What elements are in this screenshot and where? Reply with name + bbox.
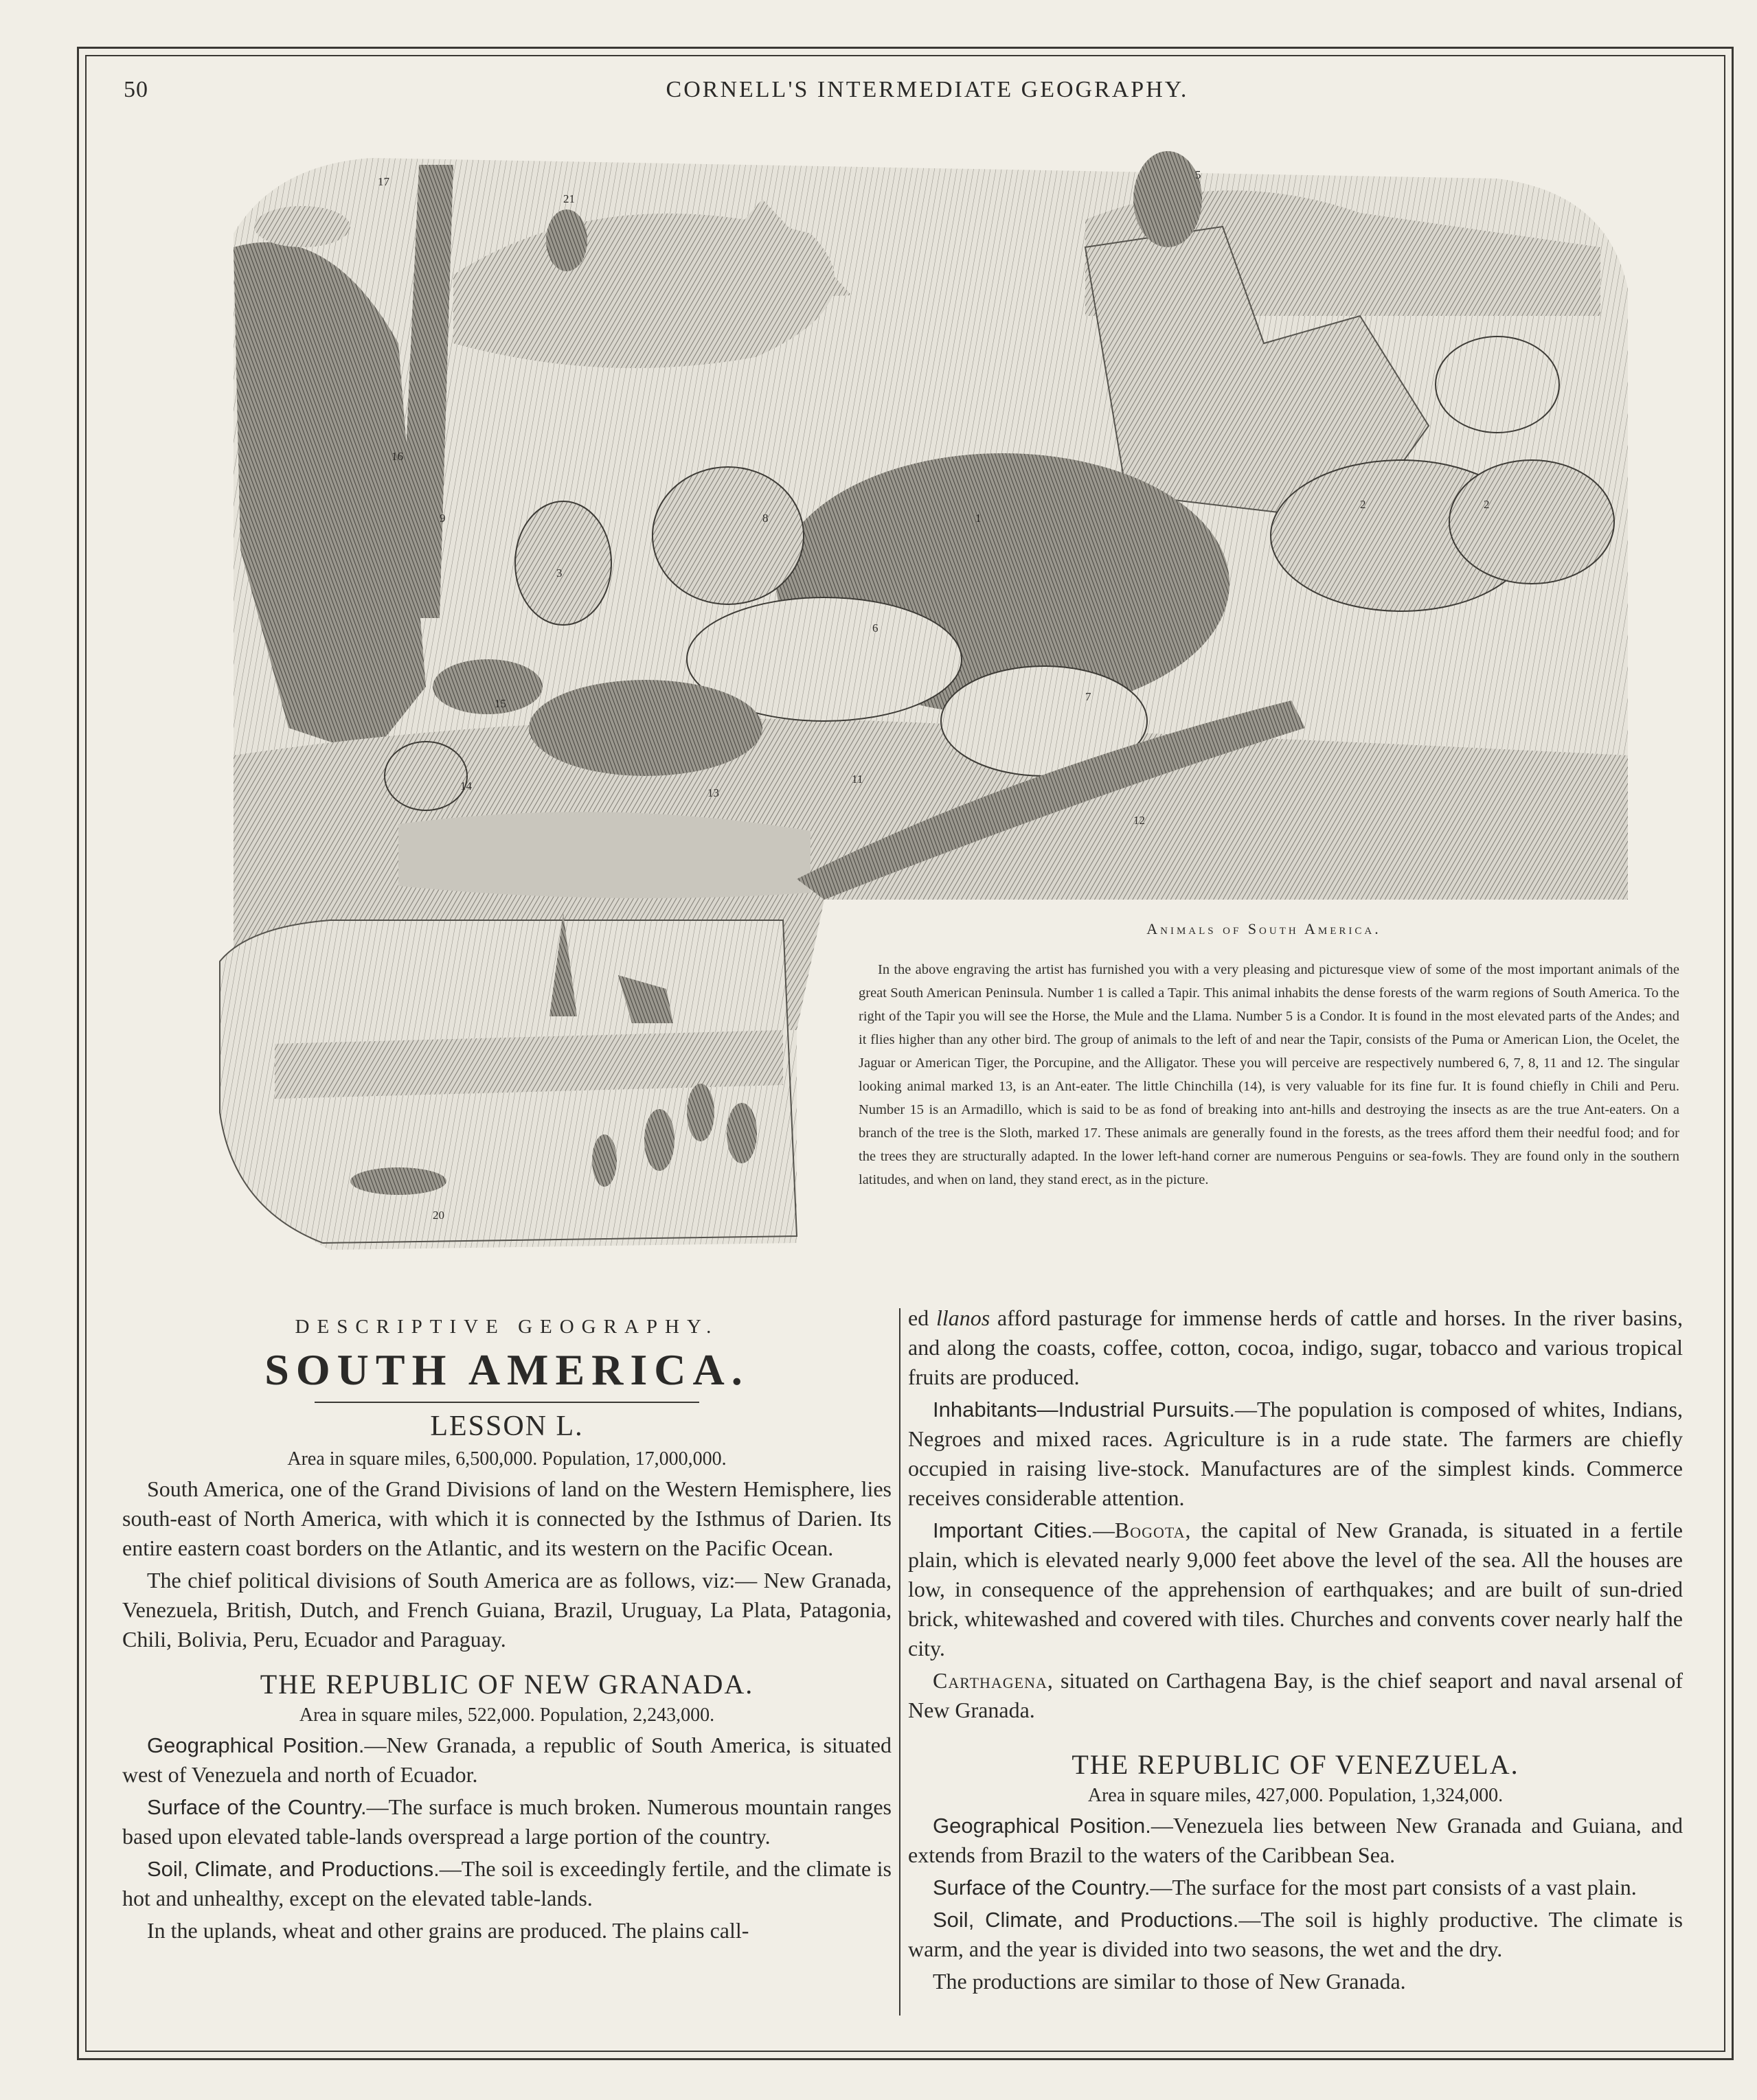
sloth: [254, 206, 350, 247]
bogota-name: Bogota: [1114, 1518, 1186, 1542]
new-granada-uplands: In the uplands, wheat and other grains are produced. The plains call-: [147, 1918, 749, 1943]
chinchilla: [385, 742, 467, 810]
paragraph-text: —The surface for the most part consists of a vast plain.: [1150, 1875, 1637, 1899]
llanos-word: llanos: [936, 1305, 990, 1330]
lead-important-cities: Important Cities.: [933, 1518, 1093, 1542]
paragraph-text: afford pasturage for immense herds of cattle and horses. In the river basins, and along the coasts, coffee, cotton, cocoa, indigo, sugar, tobacco and various tropical fruits are produced.: [908, 1305, 1684, 1389]
page-number: 50: [124, 77, 148, 102]
paragraph-text: —The soil is highly productive. The climate is warm, and the year is divided into two seasons, the wet and the dry.: [908, 1907, 1684, 1961]
new-granada-geo-paragraph: [122, 1731, 892, 1790]
figure-number: 7: [1085, 690, 1091, 703]
figure-number: 3: [556, 567, 563, 580]
left-column: [122, 1303, 892, 1948]
figure-number: 12: [1133, 814, 1145, 827]
venezuela-soil-paragraph: [908, 1905, 1683, 1964]
figure-number: 14: [460, 779, 472, 792]
descriptive-geography-heading: DESCRIPTIVE GEOGRAPHY.: [295, 1316, 719, 1338]
lead-soil: Soil, Climate, and Productions.: [147, 1857, 440, 1881]
south-america-area: Area in square miles, 6,500,000. Population, 17,000,000.: [287, 1448, 727, 1470]
new-granada-title: THE REPUBLIC OF NEW GRANADA.: [260, 1669, 754, 1700]
running-title: CORNELL'S INTERMEDIATE GEOGRAPHY.: [666, 77, 1189, 102]
figure-number: 5: [1195, 168, 1201, 181]
lead-geographical-position: Geographical Position.: [147, 1733, 365, 1757]
lead-geographical-position: Geographical Position.: [933, 1814, 1151, 1838]
carthagena-paragraph: [908, 1666, 1683, 1725]
penguin: [592, 1134, 617, 1187]
lead-inhabitants: Inhabitants—Industrial Pursuits.: [933, 1397, 1235, 1422]
title-rule: [315, 1402, 699, 1403]
figure-number: 13: [707, 786, 719, 799]
water: [398, 812, 811, 898]
cities-paragraph: [908, 1516, 1683, 1663]
paragraph-text: ed: [908, 1305, 936, 1330]
paragraph-text: —The soil is exceedingly fertile, and the climate is hot and unhealthy, except on the elevated table-lands.: [122, 1856, 892, 1910]
figure-number: 2: [1484, 498, 1490, 511]
armadillo: [433, 659, 543, 714]
mule: [1449, 460, 1614, 584]
lead-surface: Surface of the Country.: [933, 1875, 1150, 1899]
penguin: [687, 1084, 714, 1141]
llama: [1436, 336, 1559, 433]
penguin: [644, 1109, 675, 1171]
right-column: [908, 1303, 1683, 1999]
monkey: [546, 209, 587, 271]
venezuela-products: The productions are similar to those of New Granada.: [933, 1969, 1406, 1994]
venezuela-title: THE REPUBLIC OF VENEZUELA.: [1072, 1749, 1519, 1780]
political-divisions: The chief political divisions of South America are as follows, viz:— New Granada, Venezuela, British, Dutch, and French Guiana, Brazil, Uruguay, La Plata, Patagonia, Chili, Bolivia, Peru, Ecuador and Paraguay.: [122, 1568, 892, 1652]
continuation-paragraph: [908, 1303, 1683, 1392]
paragraph-text: —The population is composed of whites, Indians, Negroes and mixed races. Agriculture is in a rude state. The farmers are chiefly occupied in raising live-stock. Manufactures are of the simplest kinds. Commerce receives considerable attention.: [908, 1397, 1683, 1510]
figure-number: 20: [433, 1209, 444, 1222]
new-granada-surface-paragraph: [122, 1792, 892, 1851]
figure-number: 17: [378, 175, 389, 188]
new-granada-area: Area in square miles, 522,000. Population, 2,243,000.: [299, 1704, 715, 1726]
paragraph-text: , the capital of New Granada, is situated in a fertile plain, which is elevated nearly 9,000 feet above the level of the sea. All the houses are low, in consequence of the apprehension of earthquakes; and are built of sun-dried brick, whitewashed and covered with tiles. Churches and convents cover nearly half the city.: [908, 1518, 1683, 1660]
figure-number: 8: [762, 512, 769, 525]
carthagena-name: Carthagena: [933, 1668, 1047, 1693]
figure-number: 6: [872, 621, 878, 635]
figure-number: 2: [1360, 498, 1366, 511]
figure-caption-title: Animals of South America.: [1146, 920, 1381, 937]
figure-number: 11: [852, 773, 863, 786]
paragraph-text: —: [1092, 1518, 1115, 1542]
jaguar: [653, 467, 804, 604]
figure-caption-text: In the above engraving the artist has furnished you with a very pleasing and picturesque view of some of the most important animals of the great South American Peninsula. Number 1 is called a Tapir. This animal inhabits the dense forests of the warm regions of South America. To the right of the Tapir you will see the Horse, the Mule and the Llama. Number 5 is a Condor. It is found in the most elevated parts of the Andes; and it flies higher than any other bird. The group of animals to the left of and near the Tapir, consists of the Puma or American Lion, the Ocelet, the Jaguar or American Tiger, the Porcupine, and the Alligator. These you will perceive are respectively numbered 6, 7, 8, 11 and 12. The singular looking animal marked 13, is an Ant-eater. The little Chinchilla (14), is very valuable for its fine fur. It is found chiefly in Chili and Peru. Number 15 is an Armadillo, which is said to be as fond of breaking into ant-hills and destroying the insects as are the true Ant-eaters. On a branch of the tree is the Sloth, marked 17. These animals are generally found in the forests, as the trees afford them their needful food; and for the trees they are structurally adapted. In the lower left-hand corner are numerous Penguins or sea-fowls. They are found only in the southern latitudes, and when on land, they stand erect, as in the picture.: [859, 962, 1679, 1187]
new-granada-soil-paragraph: [122, 1854, 892, 1913]
figure-number: 15: [495, 697, 506, 710]
paragraph-text: —Venezuela lies between New Granada and Guiana, and extends from Brazil to the waters of the Caribbean Sea.: [908, 1813, 1683, 1867]
figure-number: 1: [975, 512, 982, 525]
venezuela-area: Area in square miles, 427,000. Population, 1,324,000.: [1087, 1785, 1504, 1806]
lesson-heading: LESSON L.: [430, 1411, 584, 1442]
paragraph-text: —The surface is much broken. Numerous mountain ranges based upon elevated table-lands overspread a large portion of the country.: [122, 1794, 892, 1849]
south-america-intro: South America, one of the Grand Divisions of land on the Western Hemisphere, lies south-east of North America, with which it is connected by the Isthmus of Darien. Its entire eastern coast borders on the Atlantic, and its western on the Pacific Ocean.: [122, 1476, 892, 1560]
condor: [1133, 151, 1202, 247]
figure-number: 16: [392, 450, 403, 463]
anteater: [529, 680, 762, 776]
south-america-title: SOUTH AMERICA.: [264, 1345, 749, 1394]
seal: [350, 1167, 446, 1195]
penguin: [727, 1103, 757, 1163]
column-divider: [899, 1308, 900, 2016]
figure-number: 21: [563, 192, 575, 205]
figure-number: 9: [440, 512, 446, 525]
rodent: [515, 501, 611, 625]
lead-soil: Soil, Climate, and Productions.: [933, 1908, 1239, 1932]
venezuela-surface-paragraph: [908, 1873, 1683, 1902]
inhabitants-paragraph: [908, 1395, 1683, 1513]
lead-surface: Surface of the Country.: [147, 1795, 367, 1819]
venezuela-geo-paragraph: [908, 1811, 1683, 1870]
paragraph-text: —New Granada, a republic of South America, is situated west of Venezuela and north of Ecuador.: [122, 1733, 892, 1787]
paragraph-text: , situated on Carthagena Bay, is the chief seaport and naval arsenal of New Granada.: [908, 1668, 1683, 1722]
